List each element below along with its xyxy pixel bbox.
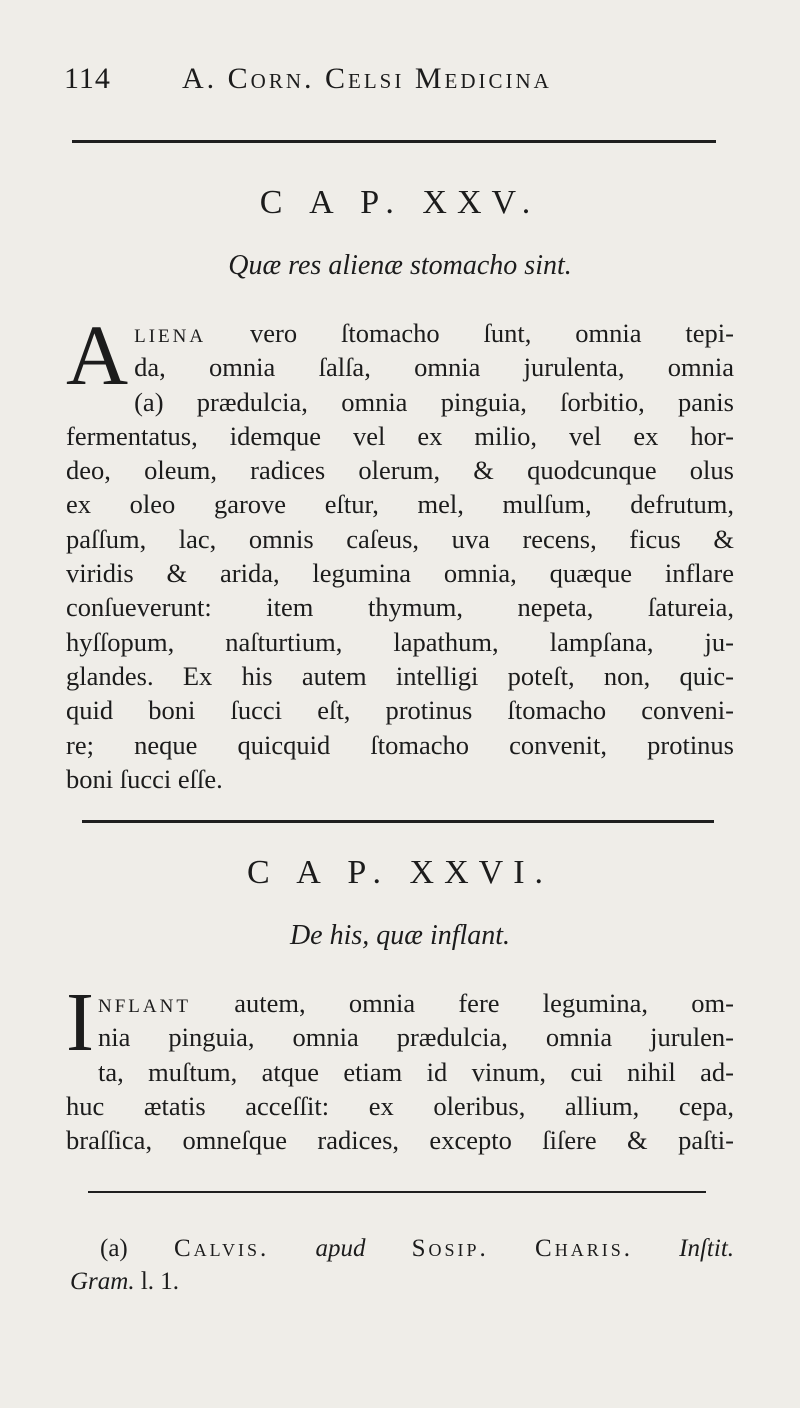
text-line: conſueverunt: item thymum, nepeta, ſatureia,: [66, 592, 734, 623]
text-line: hyſſopum, naſturtium, lapathum, lampſana, ju-: [66, 626, 734, 657]
text-line: deo, oleum, radices olerum, & quodcunque olus: [66, 455, 734, 486]
page-header: [64, 58, 654, 98]
text-line: quid boni ſucci eſt, protinus ſtomacho conveni-: [66, 695, 734, 726]
footnote-gram: Gram.: [70, 1268, 135, 1295]
text-line: boni ſucci eſſe.: [66, 763, 223, 794]
footnote-charis: Charis.: [535, 1235, 633, 1262]
header-rule: [72, 140, 716, 143]
chapter-25-subtitle: Quæ res alienæ stomacho sint.: [228, 250, 572, 281]
footnote-sosip: Sosip.: [411, 1235, 489, 1262]
footnote-author: Calvis.: [173, 1235, 270, 1262]
footnote-rule: [88, 1191, 706, 1193]
footnote-apud: apud: [315, 1235, 366, 1262]
chapter-25-text: [66, 307, 734, 796]
text-line: fermentatus, idemque vel ex milio, vel ex hor-: [66, 420, 734, 451]
text-line: nia pinguia, omnia prædulcia, omnia jurulen-: [97, 1022, 734, 1053]
chapter-26-text: [66, 976, 734, 1157]
chapter-26-subtitle: De his, quæ inflant.: [289, 920, 511, 951]
text-line: (a) prædulcia, omnia pinguia, ſorbitio, panis: [134, 386, 734, 417]
text-line: liena vero ſtomacho ſunt, omnia tepi-: [134, 318, 734, 348]
text-line: ta, muſtum, atque etiam id vinum, cui nihil ad-: [97, 1056, 734, 1087]
text-line: da, omnia ſalſa, omnia jurulenta, omnia: [134, 352, 734, 383]
text-line: paſſum, lac, omnis caſeus, uva recens, ficus &: [66, 523, 734, 554]
footnote-marker: (a): [100, 1235, 128, 1262]
footnote-instit: Inſtit.: [679, 1235, 735, 1262]
footnote-line: [70, 1232, 734, 1265]
chapter-25-title: C A P. XXV.: [259, 184, 541, 221]
text-line: nflant autem, omnia fere legumina, om-: [97, 988, 734, 1018]
footnote-ref: l. 1.: [140, 1268, 180, 1295]
footnote: [70, 1232, 734, 1298]
footnote-line: [70, 1265, 734, 1298]
page-number: 114: [64, 62, 111, 95]
text-line: ex oleo garove eſtur, mel, mulſum, defrutum,: [66, 489, 734, 520]
chapter-separator-rule: [82, 820, 714, 823]
text-line: braſſica, omneſque radices, excepto ſiſere & paſti-: [66, 1125, 734, 1156]
chapter-26-dropcap: I: [66, 976, 94, 1069]
text-line: re; neque quicquid ſtomacho convenit, protinus: [66, 729, 734, 760]
running-title: A. Corn. Celsi Medicina: [182, 62, 552, 95]
chapter-25-dropcap: A: [66, 307, 129, 403]
text-line: huc ætatis acceſſit: ex oleribus, allium, cepa,: [66, 1090, 734, 1121]
text-line: viridis & arida, legumina omnia, quæque inflare: [66, 558, 734, 589]
text-line: glandes. Ex his autem intelligi poteſt, non, quic-: [66, 660, 734, 691]
chapter-26-title: C A P. XXVI.: [246, 854, 554, 891]
lead-word: nflant: [97, 988, 191, 1018]
lead-word: liena: [134, 318, 207, 348]
